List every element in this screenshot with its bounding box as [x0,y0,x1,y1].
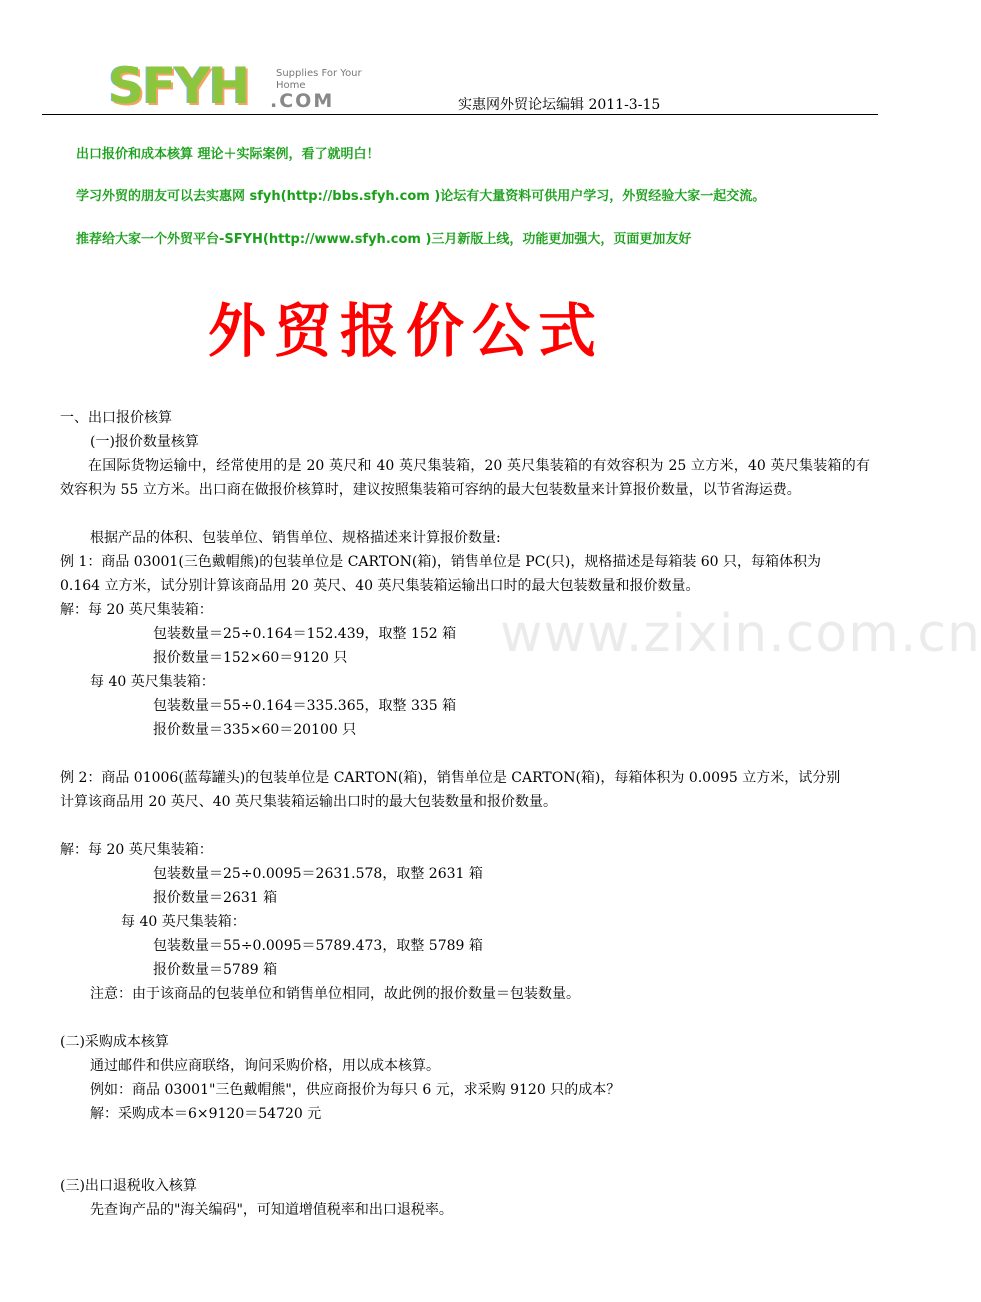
promo-line-3: 推荐给大家一个外贸平台-SFYH(http://www.sfyh.com )三月新版上线，功能更加强大，页面更加友好 [76,232,692,247]
example-2-line-2: 计算该商品用 20 英尺、40 英尺集装箱运输出口时的最大包装数量和报价数量。 [60,794,557,810]
example-1-calc-4: 报价数量＝335×60＝20100 只 [153,722,357,738]
section-heading-1: 一、出口报价核算 [60,410,172,426]
example-2-calc-4: 报价数量＝5789 箱 [153,962,278,978]
watermark: www.zixin.com.cn [500,604,981,664]
paragraph-containers: 在国际货物运输中，经常使用的是 20 英尺和 40 英尺集装箱，20 英尺集装箱的有效容积为 25 立方米，40 英尺集装箱的有效容积为 55 立方米。出口商在做报价核算时，建议按照集装箱可容纳的最大包装数量来计算报价数量，以节省海运费。 [60,458,870,498]
purchase-cost-solution: 解：采购成本＝6×9120＝54720 元 [90,1106,322,1122]
tax-rebate-intro: 先查询产品的"海关编码"，可知道增值税率和出口退税率。 [90,1202,453,1218]
purchase-cost-intro: 通过邮件和供应商联络，询问采购价格，用以成本核算。 [90,1058,440,1074]
sfyh-logo: SFYH [108,57,249,115]
example-1-solution-20ft: 解：每 20 英尺集装箱： [60,602,213,618]
subsection-heading-3: (三)出口退税收入核算 [60,1178,197,1194]
example-2-calc-2: 报价数量＝2631 箱 [153,890,278,906]
promo-line-1: 出口报价和成本核算 理论＋实际案例，看了就明白！ [76,147,380,162]
header-divider [42,114,878,115]
example-1-line-2: 0.164 立方米，试分别计算该商品用 20 英尺、40 英尺集装箱运输出口时的最大包装数量和报价数量。 [60,578,700,594]
example-1-calc-2: 报价数量＝152×60＝9120 只 [153,650,348,666]
example-1-line-1: 例 1：商品 03001(三色戴帽熊)的包装单位是 CARTON(箱)，销售单位是 PC(只)，规格描述是每箱装 60 只，每箱体积为 [60,554,822,570]
example-2-solution-20ft: 解：每 20 英尺集装箱： [60,842,213,858]
subsection-heading-2: (二)采购成本核算 [60,1034,169,1050]
example-1-calc-3: 包装数量＝55÷0.164＝335.365，取整 335 箱 [153,698,457,714]
logo-domain: .COM [270,90,335,112]
document-title: 外贸报价公式 [208,297,605,365]
paragraph-method: 根据产品的体积、包装单位、销售单位、规格描述来计算报价数量: [90,530,501,546]
example-2-solution-40ft: 每 40 英尺集装箱： [121,914,246,930]
logo-tagline: Supplies For Your Home [276,68,362,91]
example-1-calc-1: 包装数量＝25÷0.164＝152.439，取整 152 箱 [153,626,457,642]
promo-line-2: 学习外贸的朋友可以去实惠网 sfyh(http://bbs.sfyh.com )论坛有大量资料可供用户学习，外贸经验大家一起交流。 [76,189,766,204]
purchase-cost-example: 例如：商品 03001"三色戴帽熊"，供应商报价为每只 6 元，求采购 9120 只的成本？ [90,1082,621,1098]
example-2-calc-1: 包装数量＝25÷0.0095＝2631.578，取整 2631 箱 [153,866,483,882]
subsection-heading-1: (一)报价数量核算 [90,434,199,450]
example-2-line-1: 例 2：商品 01006(蓝莓罐头)的包装单位是 CARTON(箱)，销售单位是 CARTON(箱)，每箱体积为 0.0095 立方米，试分别 [60,770,841,786]
header-note: 实惠网外贸论坛编辑 2011-3-15 [458,97,661,113]
example-1-solution-40ft: 每 40 英尺集装箱： [90,674,215,690]
example-2-calc-3: 包装数量＝55÷0.0095＝5789.473，取整 5789 箱 [153,938,483,954]
example-2-note: 注意：由于该商品的包装单位和销售单位相同，故此例的报价数量＝包装数量。 [90,986,580,1002]
